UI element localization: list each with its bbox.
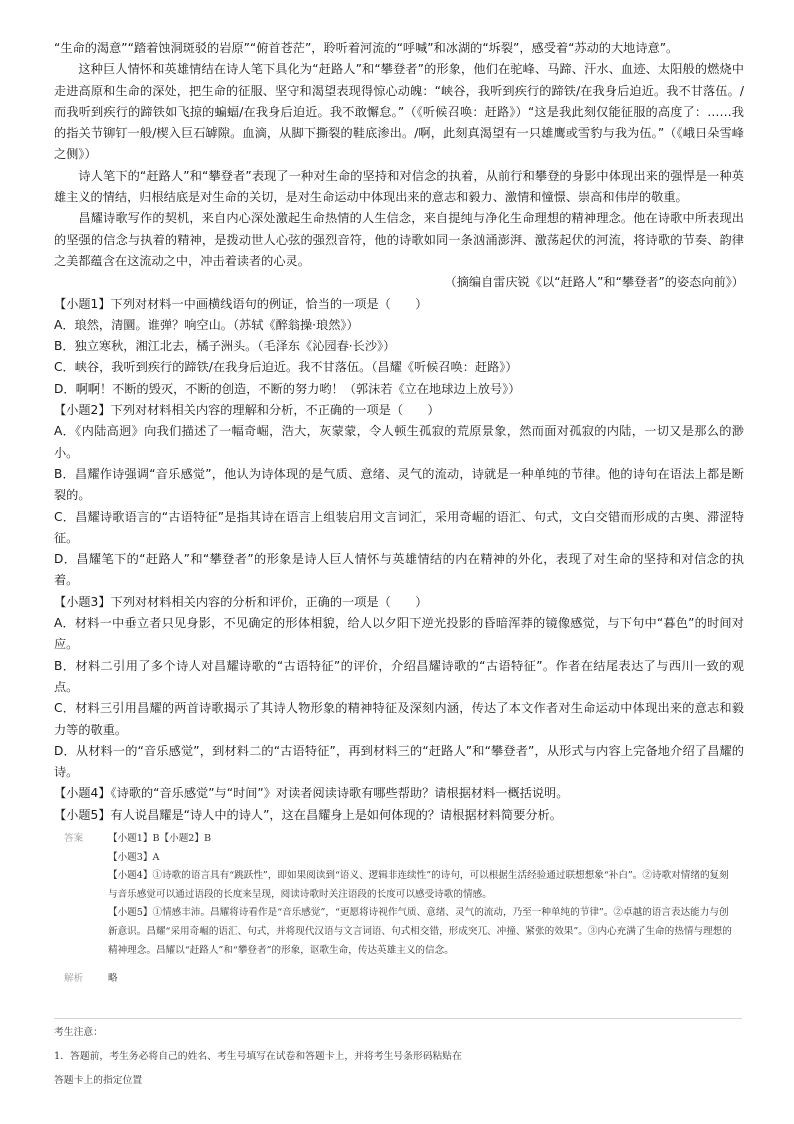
question-3 <box>54 592 744 784</box>
passage-paragraph-2: 诗人笔下的“赶路人”和“攀登者”表现了一种对生命的坚持和对信念的执着，从前行和攀登的身影中体现出来的强悍是一种英雄主义的情结，归根结底是对生命的关切，是对生命运动中体现出来的意志和毅力、激情和憧憬、崇高和伟岸的敬重。 <box>54 168 744 205</box>
question-2-option-c: C．昌耀诗歌语言的“古语特征”是指其诗在语言上组装启用文言词汇，采用奇崛的语汇、句式，文白交错而形成的古奥、滞涩特征。 <box>54 509 744 545</box>
question-3-option-a: A．材料一中垂立者只见身影，不见确定的形体相貌，给人以夕阳下逆光投影的昏暗浑莽的镜像感觉，与下句中“暮色”的时间对应。 <box>54 616 744 652</box>
question-1-stem: 【小题1】下列对材料一中画横线语句的例证，恰当的一项是（ ） <box>54 296 428 311</box>
question-4: 【小题4】《诗歌的“音乐感觉”与“时间”》对读者阅读诗歌有哪些帮助？请根据材料一概括说明。 <box>54 786 569 801</box>
passage-paragraph-3: 昌耀诗歌写作的契机，来自内心深处激起生命热情的人生信念，来自提纯与净化生命理想的精神理念。他在诗歌中所表现出的坚强的信念与执着的精神，是拨动世人心弦的强烈音符，他的诗歌如同一条汹涌澎湃、激荡起伏的河流，将诗歌的节奏、韵律之美都蕴含在这流动之中，冲击着读者的心灵。 <box>54 211 744 268</box>
question-1 <box>54 294 744 400</box>
question-5: 【小题5】有人说昌耀是“诗人中的诗人”，这在昌耀身上是如何体现的？请根据材料简要分析。 <box>54 807 562 822</box>
exam-notice <box>54 1021 742 1093</box>
notice-title: 考生注意： <box>54 1027 103 1038</box>
question-3-stem: 【小题3】下列对材料相关内容的分析和评价，正确的一项是（ ） <box>54 594 428 609</box>
analysis-row <box>64 970 736 989</box>
analysis-label: 解析 <box>64 973 84 985</box>
question-1-option-a: A．琅然，清圜。谁弹？响空山。（苏轼《醉翁操·琅然》） <box>54 317 359 332</box>
question-3-option-b: B．材料二引用了多个诗人对昌耀诗歌的“古语特征”的评价，介绍昌耀诗歌的“古语特征”。作者在结尾表达了与西川一致的观点。 <box>54 658 744 694</box>
answer-line-4: 【小题5】①情感丰沛。昌耀将诗看作是“音乐感觉”，“更愿将诗视作气质、意绪、灵气的流动，乃至一种单纯的节律”。②卓越的语言表达能力与创新意识。昌耀“采用奇崛的语汇、句式，并将现代汉语与文言词语、句式相交错，形成突兀、冲撞、紧张的效果”。③内心充满了生命的热情与理想的精神理念。昌耀以“赶路人”和“攀登者”的形象，讴歌生命，传达英雄主义的信念。 <box>108 907 732 956</box>
passage-paragraph-1: 这种巨人情怀和英雄情结在诗人笔下具化为“赶路人”和“攀登者”的形象，他们在驼峰、马蹄、汗水、血迹、太阳般的燃烧中走进高原和生命的深处，把生命的征服、坚守和渴望表现得惊心动魄：“峡谷，我听到疾行的蹄铁/在我身后迫近。我不甘落伍。/而我听到疾行的蹄铁如飞掠的蝙蝠/在我身后迫近。我不敢懈怠。”（《听候召唤：赶路》）“这是我此刻仅能征服的高度了：……我的指关节铆钉一般/楔入巨石罅隙。血滴，从脚下撕裂的鞋底渗出。/啊，此刻真渴望有一只雄鹰或雪豹与我为伍。”（《峨日朵雪峰之侧》） <box>54 62 744 162</box>
question-2-option-a: A．《内陆高迥》向我们描述了一幅奇崛，浩大，灰蒙蒙，令人顿生孤寂的荒原景象，然而面对孤寂的内陆，一切又是那么的渺小。 <box>54 424 744 460</box>
analysis-text: 略 <box>108 973 118 985</box>
answer-line-1: 【小题1】B【小题2】B <box>108 833 212 844</box>
answer-label: 答案 <box>64 833 84 844</box>
question-2-stem: 【小题2】下列对材料相关内容的理解和分析，不正确的一项是（ ） <box>54 403 440 418</box>
question-3-option-d: D．从材料一的“音乐感觉”，到材料二的“古语特征”，再到材料三的“赶路人”和“攀登者”，从形式与内容上完备地介绍了昌耀的诗。 <box>54 743 744 780</box>
question-2 <box>54 400 744 592</box>
answer-line-2: 【小题3】A <box>108 851 160 863</box>
question-2-option-d: D．昌耀笔下的“赶路人”和“攀登者”的形象是诗人巨人情怀与英雄情结的内在精神的外化，表现了对生命的坚持和对信念的执着。 <box>54 552 744 588</box>
passage-source: （摘编自雷庆锐《以“赶路人”和“攀登者”的姿态向前》） <box>444 275 744 290</box>
answer-line-3: 【小题4】①诗歌的语言具有“跳跃性”，即如果阅读到“语义、逻辑非连续性”的诗句，可以根据生活经验通过联想想象“补白”。②诗歌对情绪的复刻与音乐感觉可以通过语段的长度来呈现，阅读诗歌时关注语段的长度可以感受诗歌的情感。 <box>108 870 729 900</box>
question-1-option-d: D．啊啊！不断的毁灭，不断的创造，不断的努力哟！（郭沫若《立在地球边上放号》） <box>54 381 521 396</box>
notice-line-2: 答题卡上的指定位置 <box>54 1075 143 1086</box>
question-1-option-b: B．独立寒秋，湘江北去，橘子洲头。（毛泽东《沁园春·长沙》） <box>54 339 396 354</box>
reading-material <box>54 38 744 826</box>
section-divider <box>54 1018 742 1019</box>
passage-paragraph-0: “生命的渴意”“踏着蚀洞斑驳的岩原”“俯首苍茫”，聆听着河流的“呼喊”和冰湖的“坼裂”，感受着“苏动的大地诗意”。 <box>54 41 679 55</box>
question-2-option-b: B．昌耀作诗强调“音乐感觉”，他认为诗体现的是气质、意绪、灵气的流动，诗就是一种单纯的节律。他的诗句在语法上都是断裂的。 <box>54 466 744 503</box>
notice-line-1: 1．答题前，考生务必将自己的姓名、考生号填写在试卷和答题卡上，并将考生号条形码粘贴在 <box>54 1051 462 1062</box>
question-3-option-c: C．材料三引用昌耀的两首诗歌揭示了其诗人物形象的精神特征及深刻内涵，传达了本文作者对生命运动中体现出来的意志和毅力等的敬重。 <box>54 701 744 737</box>
question-1-option-c: C．峡谷，我听到疾行的蹄铁/在我身后迫近。我不甘落伍。（昌耀《听候召唤：赶路》） <box>54 360 518 375</box>
answer-row <box>64 830 736 960</box>
answer-body <box>108 830 736 960</box>
answer-section <box>64 830 736 989</box>
